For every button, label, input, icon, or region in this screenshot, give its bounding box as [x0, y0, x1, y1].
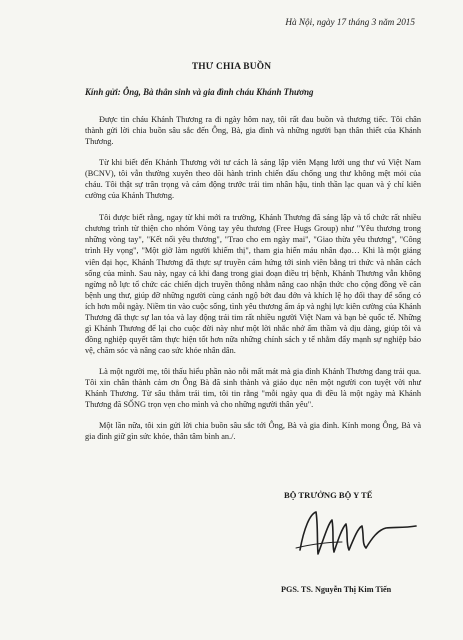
paragraph-1: Được tin cháu Khánh Thương ra đi ngày hôm nay, tôi rất đau buồn và thương tiếc. Tôi chân thành gửi lời chia buồn sâu sắc đến Ông, Bà, gia đình và những người bạn thân thiết của Khánh Thương.	[85, 115, 421, 147]
paragraph-5: Một lần nữa, tôi xin gửi lời chia buồn sâu sắc tới Ông, Bà và gia đình. Kính mong Ông, Bà và gia đình giữ gìn sức khỏe, thân tâm bình an./.	[85, 421, 421, 442]
paragraph-3: Tôi được biết rằng, ngay từ khi mới ra trường, Khánh Thương đã sáng lập và tổ chức rất nhiều chương trình từ thiện cho nhóm Vòng tay yêu thương (Free Hugs Group) như "Yêu thương trong những vòng tay", "Kết nối yêu thương", "Trao cho em ngày mai", "Giao thừa yêu thương", "Công trình Hy vọng", "Một giờ làm người khiếm thị", tham gia hiến máu nhân đạo… Khi là một giảng viên đại học, Khánh Thương đã thực sự truyền cảm hứng tới sinh viên bằng tri thức và nhân cách sống của mình. Sau này, ngay cả khi đang trong giai đoạn điều trị bệnh, Khánh Thương vẫn không ngừng nỗ lực tổ chức các chiến dịch truyền thông nhằm nâng cao nhận thức cho cộng đồng về căn bệnh ung thư, giúp đỡ những người cùng cảnh ngộ bớt đau đớn và khích lệ họ đối thay để sống có ích hơn mỗi ngày. Niềm tin vào cuộc sống, tình yêu thương ấm áp và nghị lực kiên cường của Khánh Thương đã thực sự lan tỏa và lay động trái tim rất nhiều người Việt Nam và bạn bè quốc tế. Những gì Khánh Thương để lại cho cuộc đời này như một lời nhắc nhở ấm thầm và dịu dàng, giúp tôi và đồng nghiệp quyết tâm thực hiện tốt hơn nữa những chính sách y tế nhằm đẩy mạnh sự nghiệp bảo vệ, chăm sóc và nâng cao sức khỏe nhân dân.	[85, 213, 421, 355]
signer-name: PGS. TS. Nguyễn Thị Kim Tiến	[281, 585, 392, 594]
paragraph-4: Là một người mẹ, tôi thấu hiểu phần nào nỗi mất mát mà gia đình Khánh Thương đang trải qua. Tôi xin chân thành cảm ơn Ông Bà đã sinh thành và giáo dục nên một người con tuyệt vời như Khánh Thương. Từ sâu thẳm trái tim, tôi tin rằng "mỗi ngày qua đi đều là một ngày mà Khánh Thương đã SỐNG trọn vẹn cho mình và cho những người thân yêu".	[85, 366, 421, 410]
letter-title: THƯ CHIA BUỒN	[191, 62, 272, 72]
handwritten-signature	[282, 498, 432, 568]
letter-date: Hà Nội, ngày 17 tháng 3 năm 2015	[285, 17, 415, 27]
letter-body	[85, 114, 421, 452]
signer-title: BỘ TRƯỞNG BỘ Y TẾ	[284, 490, 373, 500]
paragraph-2: Từ khi biết đến Khánh Thương với tư cách là sáng lập viên Mạng lưới ung thư vú Việt Nam (BCNV), tôi vẫn thường xuyên theo dõi hành trình chiến đấu chống ung thư không mệt mỏi của cháu. Tôi thật sự trân trọng và cảm động trước trái tim nhân hậu, tinh thần lạc quan và ý chí kiên cường của Khánh Thương.	[85, 158, 421, 201]
letter-salutation: Kính gửi: Ông, Bà thân sinh và gia đình cháu Khánh Thương	[85, 87, 314, 97]
